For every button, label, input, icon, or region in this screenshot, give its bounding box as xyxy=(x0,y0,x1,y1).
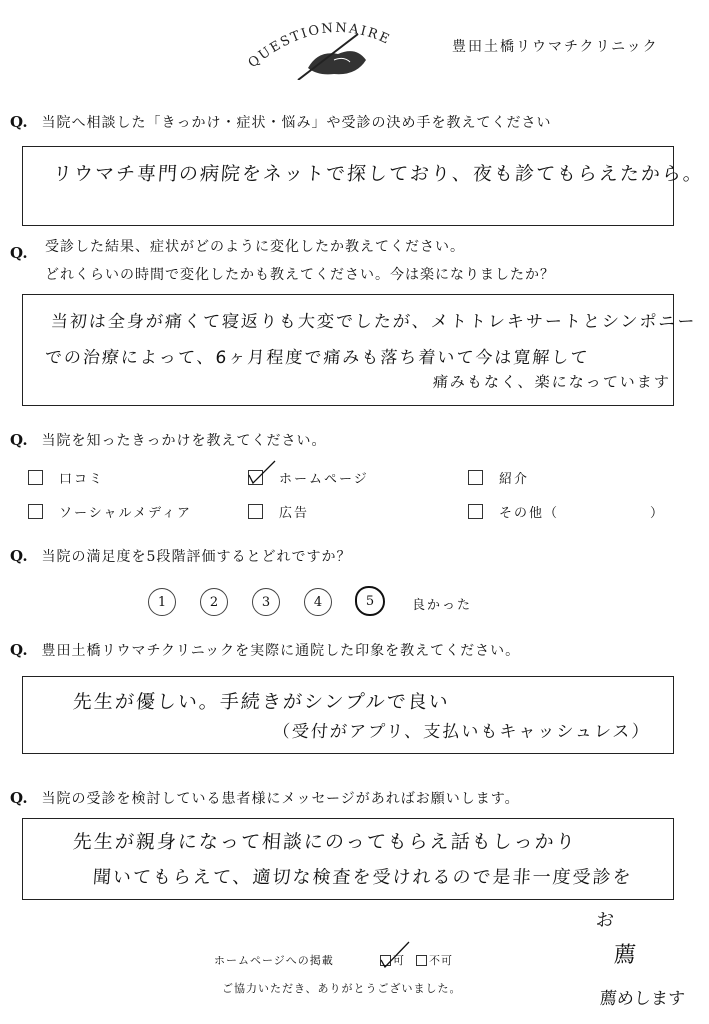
answer-box-1 xyxy=(22,146,705,226)
publish-label: ホームページへの掲載 xyxy=(214,954,334,967)
question-2: Q. xyxy=(10,244,28,262)
question-2-line-2: どれくらいの時間で変化したかも教えてください。今は楽になりましたか？ xyxy=(45,267,555,283)
option-shokai[interactable]: 紹介 xyxy=(468,468,529,487)
question-5: Q. 豊田土橋リウマチクリニックを実際に通院した印象を教えてください。 xyxy=(10,641,521,659)
answer-2-line-3: 痛みもなく、楽になっています xyxy=(432,373,672,391)
answer-5-line-2: （受付がアプリ、支払いもキャッシュレス） xyxy=(272,722,652,742)
question-2-line-1: 受診した結果、症状がどのように変化したか教えてください。 xyxy=(45,239,465,255)
option-sonota[interactable]: その他（ xyxy=(468,502,559,521)
checkbox[interactable] xyxy=(468,470,483,485)
question-6: Q. 当院の受診を検討している患者様にメッセージがあればお願いします。 xyxy=(10,789,520,807)
checkbox-checked[interactable] xyxy=(248,470,263,485)
answer-6-cont-3: 薦めします xyxy=(599,989,686,1009)
checkbox[interactable] xyxy=(416,955,427,966)
checkbox[interactable] xyxy=(28,504,43,519)
publish-deny-option[interactable]: 不可 xyxy=(416,952,453,968)
answer-2-line-2: での治療によって、6ヶ月程度で痛みも落ち着いて今は寛解して xyxy=(44,348,591,368)
checkbox[interactable] xyxy=(28,470,43,485)
publish-allow-option[interactable]: 可 xyxy=(380,952,405,968)
check-mark-icon xyxy=(247,459,277,485)
answer-1-text: リウマチ専門の病院をネットで探しており、夜も診てもらえたから。 xyxy=(52,163,705,185)
rating-3[interactable]: 3 xyxy=(252,588,280,616)
answer-6-cont-2: 薦 xyxy=(612,943,639,968)
answer-box-2 xyxy=(22,294,698,406)
checkbox[interactable] xyxy=(248,504,263,519)
answer-box-6 xyxy=(22,818,674,900)
hand-pen-illustration-icon xyxy=(298,34,366,80)
checkbox[interactable] xyxy=(468,504,483,519)
answer-6-line-1: 先生が親身になって相談にのってもらえ話もしっかり xyxy=(72,831,578,853)
question-1: Q. 当院へ相談した「きっかけ・症状・悩み」や受診の決め手を教えてください xyxy=(10,113,552,131)
checkbox-checked[interactable] xyxy=(380,955,391,966)
clinic-name: 豊田土橋リウマチクリニック xyxy=(452,39,659,55)
rating-2[interactable]: 2 xyxy=(200,588,228,616)
question-3: Q. 当院を知ったきっかけを教えてください。 xyxy=(10,431,327,449)
thanks-message: ご協力いただき、ありがとうございました。 xyxy=(222,982,462,995)
rating-5-selected[interactable]: 5 xyxy=(355,586,385,616)
option-kokoku[interactable]: 広告 xyxy=(248,502,309,521)
answer-6-line-2: 聞いてもらえて、適切な検査を受けれるので是非一度受診を xyxy=(92,867,634,888)
option-social-media[interactable]: ソーシャルメディア xyxy=(28,502,192,521)
rating-4[interactable]: 4 xyxy=(304,588,332,616)
rating-label: 良かった xyxy=(412,598,473,613)
answer-6-cont-1: お xyxy=(595,910,617,931)
option-homepage[interactable]: ホームページ xyxy=(248,468,369,487)
answer-5-line-1: 先生が優しい。手続きがシンプルで良い xyxy=(72,691,451,713)
option-kuchikomi[interactable]: 口コミ xyxy=(28,468,104,487)
option-sonota-close: ） xyxy=(650,506,666,521)
svg-text:QUESTIONNAIRE: QUESTIONNAIRE xyxy=(245,20,393,72)
questionnaire-arc-title xyxy=(238,10,438,80)
answer-2-line-1: 当初は全身が痛くて寝返りも大変でしたが、メトトレキサートとシンポニー xyxy=(50,312,698,332)
answer-box-5 xyxy=(22,676,674,754)
question-4: Q. 当院の満足度を5段階評価するとどれですか？ xyxy=(10,547,352,565)
check-mark-icon xyxy=(379,940,411,968)
rating-1[interactable]: 1 xyxy=(148,588,176,616)
